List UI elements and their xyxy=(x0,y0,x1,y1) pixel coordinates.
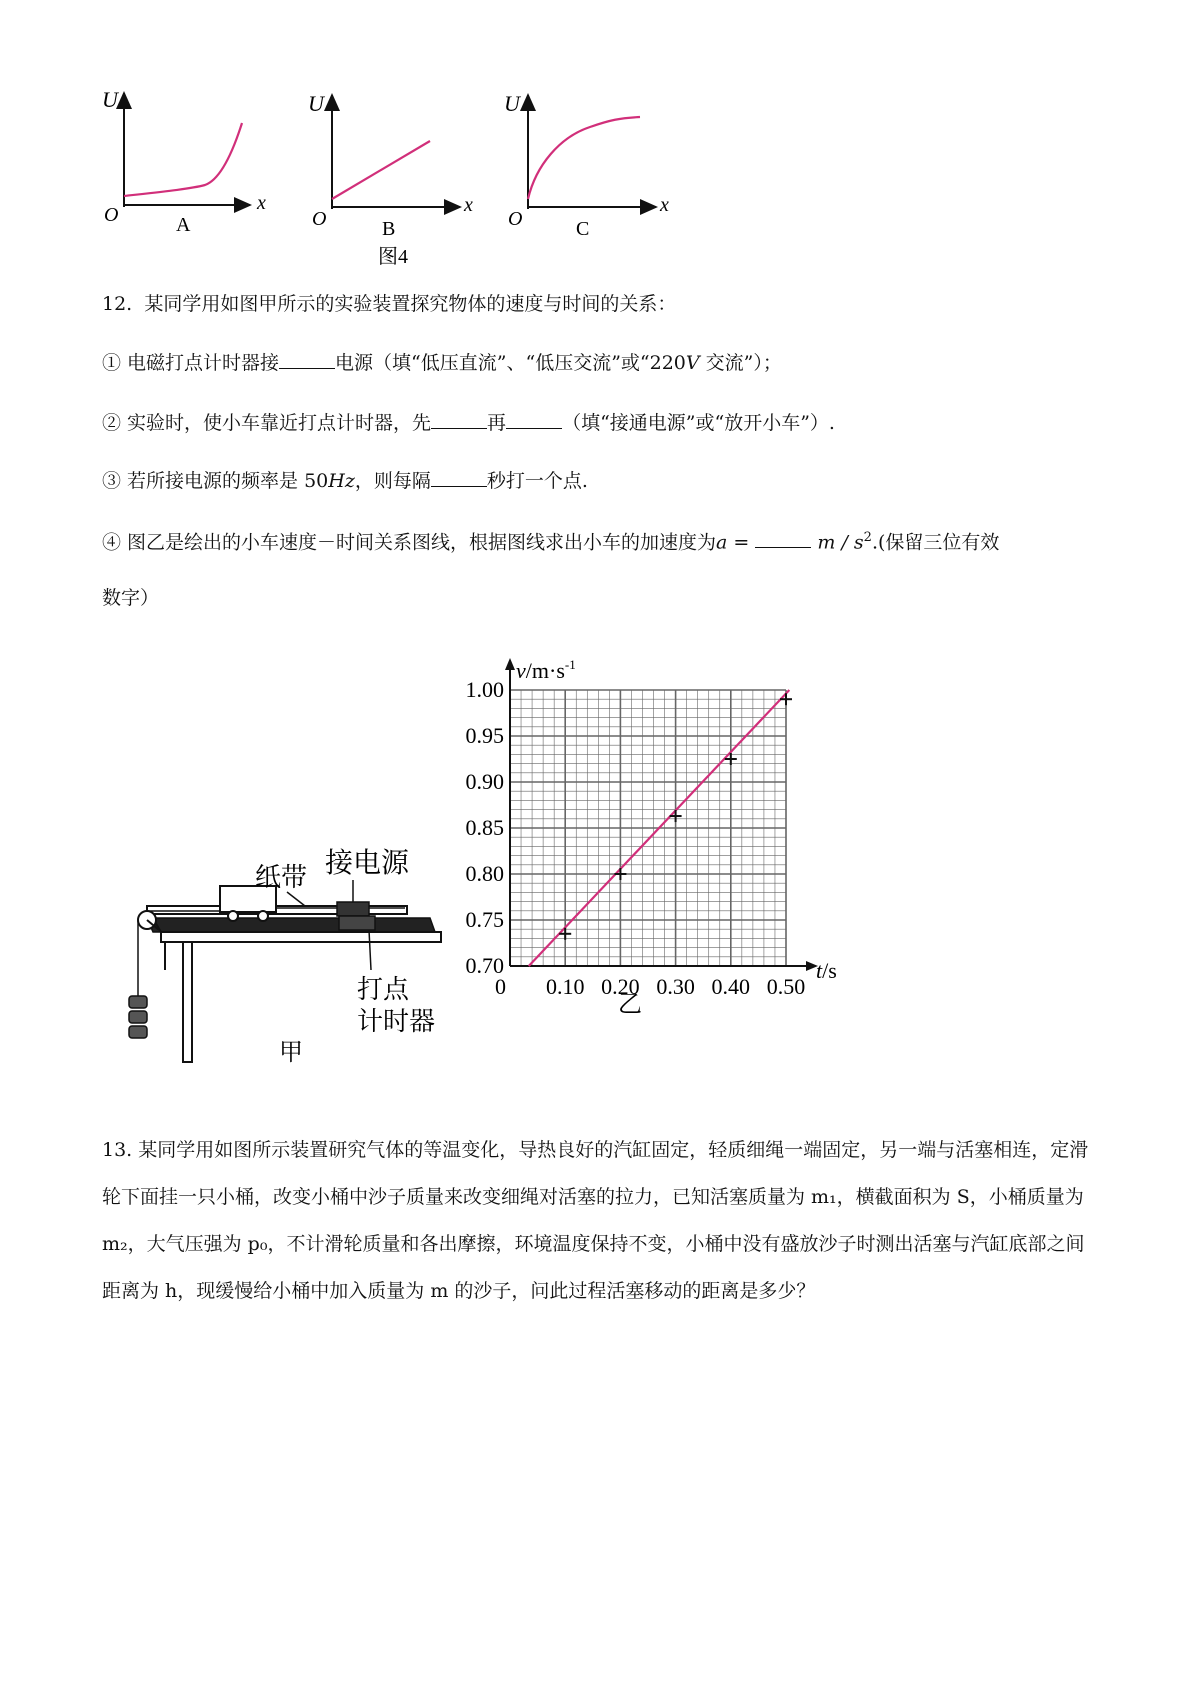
q13-text xyxy=(102,1127,1102,1315)
graph-panel-b xyxy=(308,91,473,240)
data-point xyxy=(725,753,737,765)
panel-label-a: A xyxy=(176,214,191,236)
table-leg xyxy=(183,942,192,1062)
q12-blank-2[interactable] xyxy=(431,408,487,429)
q12-item2-text-b: 再 xyxy=(487,412,507,434)
label-paper-tape: 纸带 xyxy=(255,863,308,892)
y-tick-label: 0.90 xyxy=(465,769,504,794)
chart-grid-major xyxy=(510,690,786,966)
q12-blank-3[interactable] xyxy=(506,408,562,429)
panel-label-b: B xyxy=(382,218,396,240)
x-axis-label: t/s xyxy=(816,958,837,983)
chart-x-ticks xyxy=(495,974,805,999)
curve-c xyxy=(528,117,640,199)
apparatus-caption: 甲 xyxy=(279,1040,303,1066)
y-axis-label: $v/m\cdot s^{-1}$ xyxy=(516,657,576,683)
q12-item4-unit: m / s xyxy=(817,531,864,554)
x-tick-label: 0.20 xyxy=(601,974,640,999)
q13-number: 13. xyxy=(102,1139,133,1161)
data-point xyxy=(670,810,682,822)
q12-item-4-continued xyxy=(102,584,159,612)
q13-body: 某同学用如图所示装置研究气体的等温变化，导热良好的汽缸固定，轻质细绳一端固定，另一端与活塞相连，定滑轮下面挂一只小桶，改变小桶中沙子质量来改变细绳对活塞的拉力，已知活塞质量为 m₁，横截面积为 S，小桶质量为 m₂，大气压强为 p₀，不计滑轮质量和各出摩擦，环境温度保持不变，小桶中没有盛放沙子时测出活塞与汽缸底部之间距离为 h，现缓慢给小桶中加入质量为 m 的沙子，问此过程活塞移动的距离是多少？ xyxy=(102,1139,1089,1302)
x-tick-label: 0 xyxy=(495,974,506,999)
q12-item2-text-a: ② 实验时，使小车靠近打点计时器，先 xyxy=(102,412,432,434)
axis-x-label-b: x xyxy=(464,194,473,216)
q12-item4-sup: 2 xyxy=(863,530,872,545)
q12-item4-text-a: ④ 图乙是绘出的小车速度－时间关系图线，根据图线求出小车的加速度为 xyxy=(102,531,717,554)
q12-blank-1[interactable] xyxy=(279,348,335,369)
q12-item1-text-a: ① 电磁打点计时器接 xyxy=(102,352,280,374)
y-tick-label: 0.80 xyxy=(465,861,504,886)
q12-item3-text-b: ，则每隔 xyxy=(354,470,431,492)
y-tick-label: 0.95 xyxy=(465,723,504,748)
graph-panel-a xyxy=(102,87,266,236)
velocity-time-chart xyxy=(450,650,890,1120)
q12-item-4 xyxy=(102,524,999,556)
origin-label-b: O xyxy=(312,208,327,230)
curve-a xyxy=(124,123,242,196)
x-tick-label: 0.50 xyxy=(766,974,806,999)
figure-4-graphs xyxy=(100,85,740,275)
axis-x-label-a: x xyxy=(257,192,266,214)
axis-u-label-a: U xyxy=(102,87,118,112)
data-point xyxy=(614,868,626,880)
x-tick-label: 0.40 xyxy=(711,974,751,999)
q12-item3-text-c: 秒打一个点. xyxy=(486,470,588,492)
hanging-weights xyxy=(129,996,147,1038)
line-b xyxy=(332,141,430,199)
label-timer-1: 打点 xyxy=(357,975,410,1004)
axis-x-label-c: x xyxy=(660,194,669,216)
chart-axes xyxy=(505,658,818,971)
q12-item1-volt: V xyxy=(685,352,700,374)
q12-item-3 xyxy=(102,466,588,495)
q12-number: 12. xyxy=(102,293,133,315)
q12-item4-text-b: .(保留三位有效 xyxy=(871,531,1000,554)
y-tick-label: 1.00 xyxy=(465,677,504,702)
track-board xyxy=(147,918,435,932)
q12-item4-var: a xyxy=(716,531,728,554)
q12-item3-text-a: ③ 若所接电源的频率是 50 xyxy=(102,470,329,492)
q12-item4-text-c: 数字） xyxy=(102,587,160,609)
y-tick-label: 0.75 xyxy=(465,907,504,932)
data-point xyxy=(559,928,571,940)
q12-item1-text-c: 交流”）； xyxy=(699,352,782,374)
q12-item1-text-b: 电源（填“低压直流”、“低压交流”或“220 xyxy=(335,352,686,374)
panel-label-c: C xyxy=(576,218,590,240)
y-tick-label: 0.70 xyxy=(465,953,504,978)
axis-u-label-c: U xyxy=(504,91,520,116)
q12-stem-text: 某同学用如图甲所示的实验装置探究物体的速度与时间的关系： xyxy=(144,293,677,315)
q12-blank-5[interactable] xyxy=(755,527,811,548)
table-top xyxy=(161,932,441,942)
x-tick-label: 0.10 xyxy=(545,974,585,999)
label-power: 接电源 xyxy=(325,848,410,879)
ticker-timer xyxy=(337,902,369,916)
chart-caption: 乙 xyxy=(618,992,642,1018)
q12-item-1 xyxy=(102,348,782,377)
y-tick-label: 0.85 xyxy=(465,815,504,840)
q12-item-2 xyxy=(102,408,835,437)
label-timer-2: 计时器 xyxy=(357,1007,436,1036)
q12-item2-text-c: （填“接通电源”或“放开小车”）. xyxy=(562,412,835,434)
figure-4-caption: 图4 xyxy=(378,246,408,268)
axis-u-label-b: U xyxy=(308,91,324,116)
q12-blank-4[interactable] xyxy=(431,466,487,487)
x-tick-label: 0.30 xyxy=(656,974,695,999)
data-point xyxy=(780,693,792,705)
q12-item3-hz: Hz xyxy=(328,470,355,492)
y-axis-arrow xyxy=(505,658,515,670)
origin-label-a: O xyxy=(104,204,119,226)
origin-label-c: O xyxy=(508,208,523,230)
apparatus-figure xyxy=(125,820,485,1080)
graph-panel-c xyxy=(504,91,669,240)
q12-stem xyxy=(102,290,676,318)
chart-y-ticks xyxy=(466,677,505,978)
q12-item4-eq: = xyxy=(727,531,756,554)
